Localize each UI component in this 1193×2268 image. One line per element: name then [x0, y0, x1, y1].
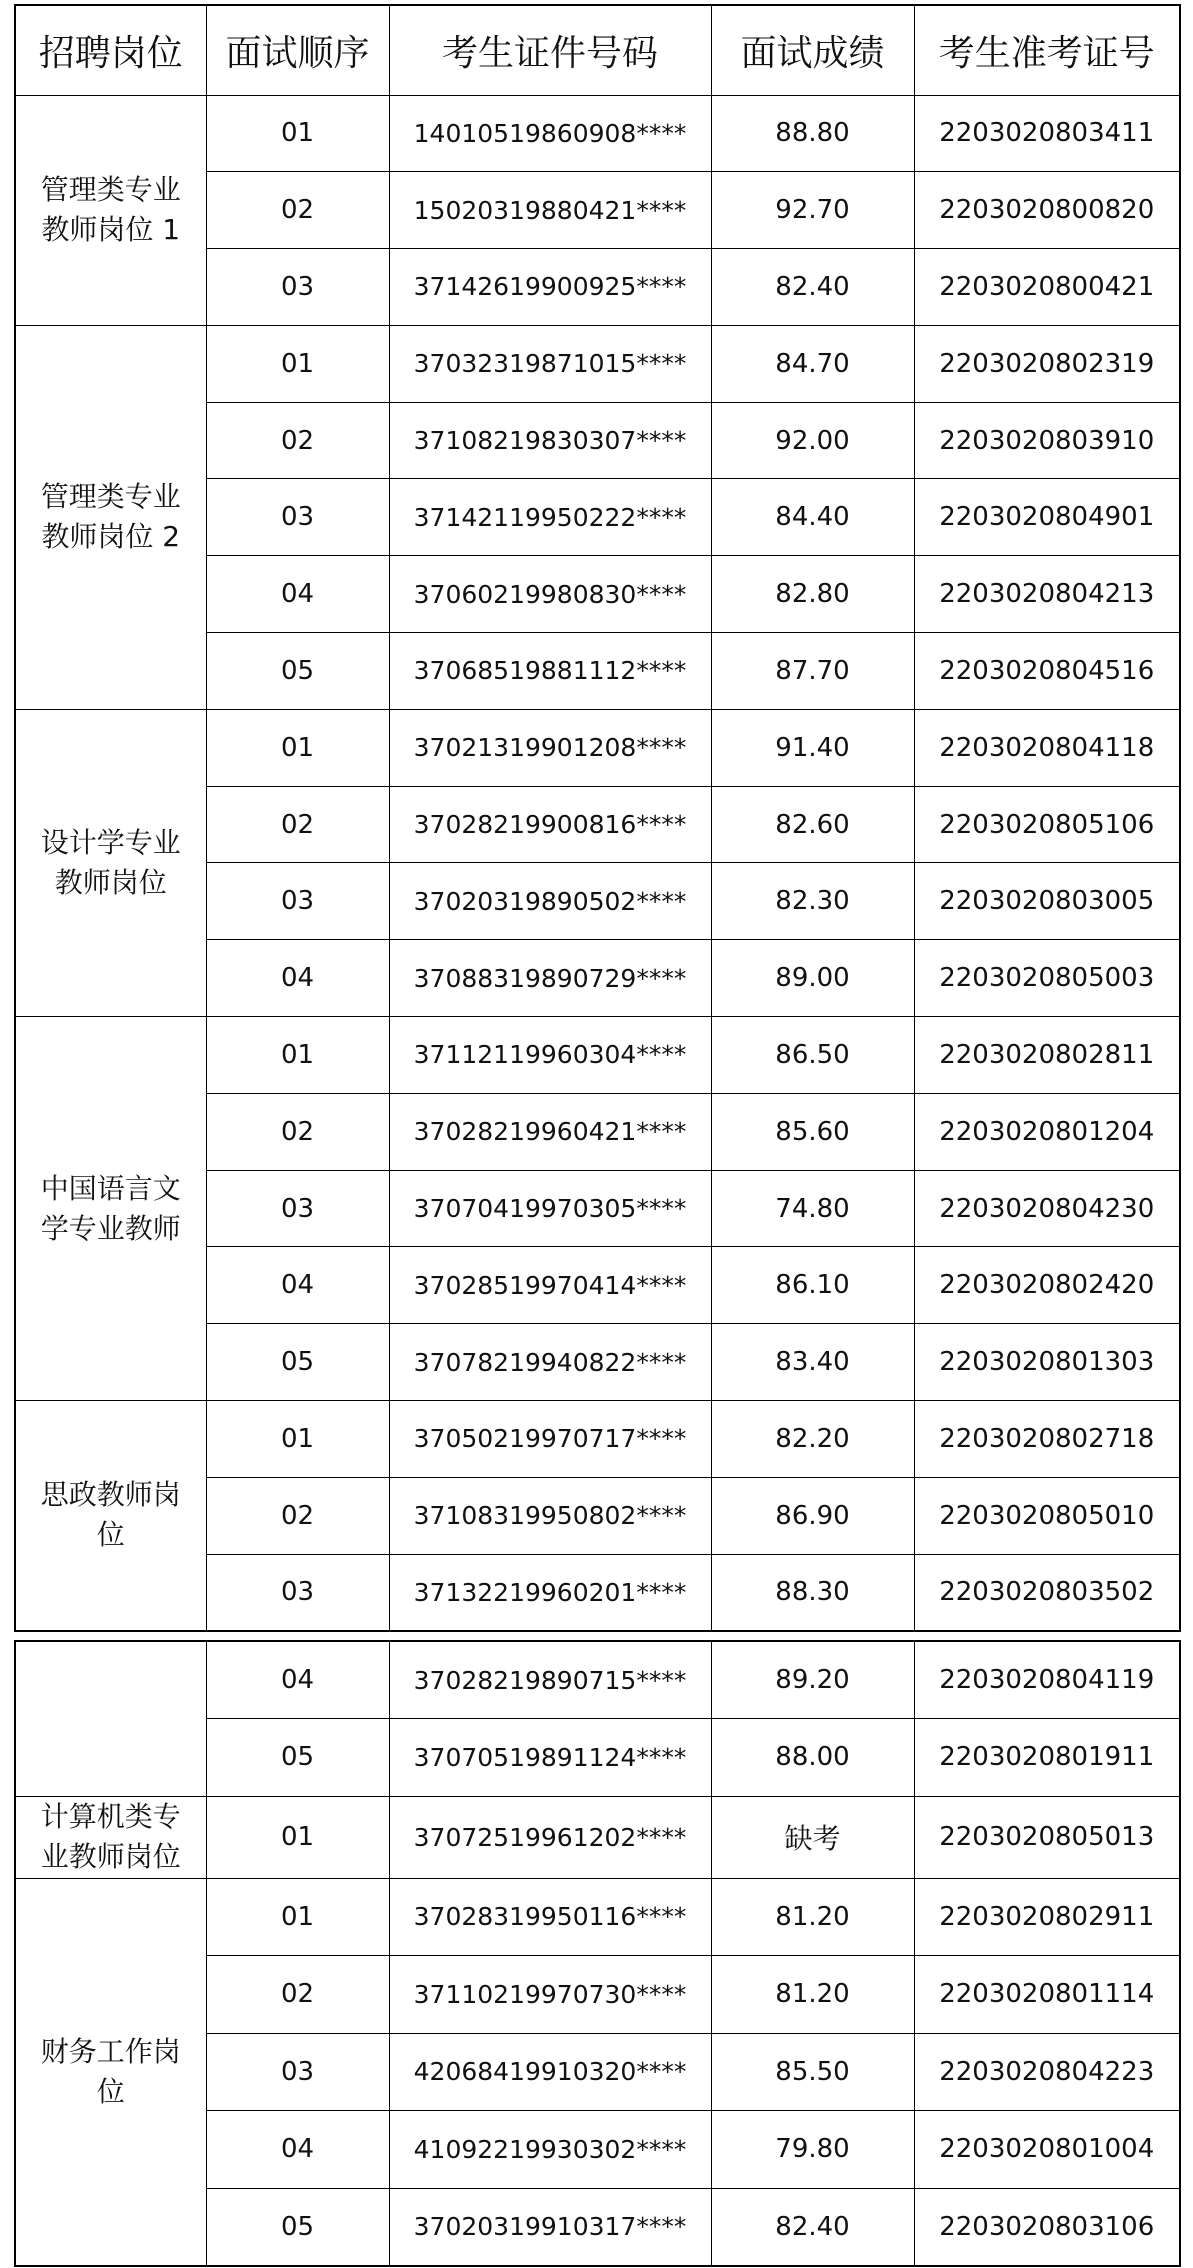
id-number-cell: 37020319890502****: [389, 863, 711, 940]
ticket-number-cell: 2203020800820: [914, 172, 1180, 249]
ticket-number-cell: 2203020803502: [914, 1554, 1180, 1631]
id-number-cell: 37070419970305****: [389, 1170, 711, 1247]
score-cell: 84.40: [711, 479, 914, 556]
header-ticket-number: 考生准考证号: [914, 5, 1180, 95]
order-cell: 04: [206, 940, 389, 1017]
score-cell: 86.90: [711, 1477, 914, 1554]
score-cell: 88.00: [711, 1719, 914, 1797]
id-number-cell: 37132219960201****: [389, 1554, 711, 1631]
position-label-line: 管理类专业: [40, 480, 181, 514]
id-number-cell: 37060219980830****: [389, 556, 711, 633]
position-cell: [15, 1017, 206, 1401]
order-cell: 01: [206, 1017, 389, 1094]
position-label-line: 财务工作岗: [40, 2034, 181, 2068]
score-cell: 92.00: [711, 402, 914, 479]
order-cell: 03: [206, 1554, 389, 1631]
id-number-cell: 37070519891124****: [389, 1719, 711, 1797]
score-cell: 91.40: [711, 709, 914, 786]
position-label-line: 位: [96, 2074, 125, 2108]
id-number-cell: 37108319950802****: [389, 1477, 711, 1554]
id-number-cell: 37032319871015****: [389, 325, 711, 402]
table-row: [15, 1641, 1180, 1719]
score-cell: 81.20: [711, 1956, 914, 2034]
order-cell: 02: [206, 786, 389, 863]
ticket-number-cell: 2203020804119: [914, 1641, 1180, 1719]
id-number-cell: 37078219940822****: [389, 1324, 711, 1401]
order-cell: 04: [206, 2111, 389, 2189]
id-number-cell: 37028219900816****: [389, 786, 711, 863]
ticket-number-cell: 2203020802911: [914, 1878, 1180, 1956]
ticket-number-cell: 2203020802811: [914, 1017, 1180, 1094]
table-row: [15, 1878, 1180, 1956]
ticket-number-cell: 2203020801911: [914, 1719, 1180, 1797]
score-cell: 81.20: [711, 1878, 914, 1956]
ticket-number-cell: 2203020805003: [914, 940, 1180, 1017]
score-cell: 85.50: [711, 2033, 914, 2111]
table-row: [15, 1017, 1180, 1094]
header-order: 面试顺序: [206, 5, 389, 95]
ticket-number-cell: 2203020802319: [914, 325, 1180, 402]
id-number-cell: 37021319901208****: [389, 709, 711, 786]
position-label-line: 计算机类专: [40, 1800, 181, 1833]
id-number-cell: 37088319890729****: [389, 940, 711, 1017]
score-cell: 86.10: [711, 1247, 914, 1324]
score-cell: 82.20: [711, 1401, 914, 1478]
ticket-number-cell: 2203020805010: [914, 1477, 1180, 1554]
order-cell: 03: [206, 2033, 389, 2111]
order-cell: 01: [206, 325, 389, 402]
order-cell: 03: [206, 863, 389, 940]
header-score: 面试成绩: [711, 5, 914, 95]
id-number-cell: 41092219930302****: [389, 2111, 711, 2189]
ticket-number-cell: 2203020803910: [914, 402, 1180, 479]
ticket-number-cell: 2203020804213: [914, 556, 1180, 633]
table-row: [15, 325, 1180, 402]
id-number-cell: 37142119950222****: [389, 479, 711, 556]
score-cell: 82.40: [711, 2188, 914, 2266]
position-cell: [15, 1401, 206, 1631]
order-cell: 02: [206, 172, 389, 249]
position-label-line: 业教师岗位: [40, 1840, 181, 1873]
order-cell: 05: [206, 1719, 389, 1797]
position-label-line: 学专业教师: [40, 1211, 181, 1245]
ticket-number-cell: 2203020803005: [914, 863, 1180, 940]
score-cell: 83.40: [711, 1324, 914, 1401]
score-cell: 92.70: [711, 172, 914, 249]
id-number-cell: 37108219830307****: [389, 402, 711, 479]
ticket-number-cell: 2203020804516: [914, 633, 1180, 710]
id-number-cell: 15020319880421****: [389, 172, 711, 249]
order-cell: 03: [206, 249, 389, 326]
order-cell: 01: [206, 1796, 389, 1878]
table-row: [15, 1796, 1180, 1878]
position-label-line: 位: [96, 1518, 125, 1552]
score-table: [14, 4, 1181, 1632]
score-cell: 84.70: [711, 325, 914, 402]
position-cell: [15, 95, 206, 325]
score-cell: 82.80: [711, 556, 914, 633]
position-cell-continued: [15, 1641, 206, 1796]
order-cell: 01: [206, 1401, 389, 1478]
position-cell: [15, 1878, 206, 2266]
position-label-line: 中国语言文: [40, 1171, 181, 1205]
ticket-number-cell: 2203020802420: [914, 1247, 1180, 1324]
score-table-continued: [14, 1640, 1181, 2267]
order-cell: 02: [206, 1477, 389, 1554]
score-cell: 74.80: [711, 1170, 914, 1247]
header-row: [15, 5, 1180, 95]
score-cell: 87.70: [711, 633, 914, 710]
ticket-number-cell: 2203020801303: [914, 1324, 1180, 1401]
order-cell: 05: [206, 2188, 389, 2266]
header-id-number: 考生证件号码: [389, 5, 711, 95]
score-cell: 82.30: [711, 863, 914, 940]
id-number-cell: 37028219890715****: [389, 1641, 711, 1719]
position-label-line: 教师岗位 2: [41, 520, 181, 554]
score-cell: 82.60: [711, 786, 914, 863]
score-cell: 82.40: [711, 249, 914, 326]
id-number-cell: 37028319950116****: [389, 1878, 711, 1956]
score-cell: 89.20: [711, 1641, 914, 1719]
position-label-line: 教师岗位: [54, 865, 167, 899]
id-number-cell: 37028219960421****: [389, 1093, 711, 1170]
order-cell: 02: [206, 402, 389, 479]
table-row: [15, 1401, 1180, 1478]
table-row: [15, 95, 1180, 172]
ticket-number-cell: 2203020801004: [914, 2111, 1180, 2189]
order-cell: 02: [206, 1093, 389, 1170]
position-label-line: 管理类专业: [40, 173, 181, 207]
score-cell: 88.80: [711, 95, 914, 172]
ticket-number-cell: 2203020801114: [914, 1956, 1180, 2034]
score-cell: 79.80: [711, 2111, 914, 2189]
score-cell: 85.60: [711, 1093, 914, 1170]
id-number-cell: 37072519961202****: [389, 1796, 711, 1878]
order-cell: 02: [206, 1956, 389, 2034]
table-row: [15, 709, 1180, 786]
order-cell: 03: [206, 1170, 389, 1247]
order-cell: 04: [206, 1641, 389, 1719]
position-cell: [15, 1796, 206, 1878]
header-position: 招聘岗位: [15, 5, 206, 95]
ticket-number-cell: 2203020805013: [914, 1796, 1180, 1878]
id-number-cell: 37142619900925****: [389, 249, 711, 326]
ticket-number-cell: 2203020804230: [914, 1170, 1180, 1247]
order-cell: 05: [206, 1324, 389, 1401]
ticket-number-cell: 2203020803106: [914, 2188, 1180, 2266]
order-cell: 04: [206, 1247, 389, 1324]
order-cell: 01: [206, 709, 389, 786]
id-number-cell: 37020319910317****: [389, 2188, 711, 2266]
position-cell: [15, 325, 206, 709]
order-cell: 01: [206, 95, 389, 172]
order-cell: 01: [206, 1878, 389, 1956]
id-number-cell: 37028519970414****: [389, 1247, 711, 1324]
id-number-cell: 37112119960304****: [389, 1017, 711, 1094]
ticket-number-cell: 2203020800421: [914, 249, 1180, 326]
position-cell: [15, 709, 206, 1016]
order-cell: 03: [206, 479, 389, 556]
order-cell: 05: [206, 633, 389, 710]
position-label-line: 设计学专业: [40, 825, 181, 859]
id-number-cell: 37068519881112****: [389, 633, 711, 710]
score-cell: 86.50: [711, 1017, 914, 1094]
id-number-cell: 37110219970730****: [389, 1956, 711, 2034]
position-label-line: 思政教师岗: [40, 1478, 181, 1512]
score-cell: 88.30: [711, 1554, 914, 1631]
ticket-number-cell: 2203020804901: [914, 479, 1180, 556]
score-cell: 缺考: [711, 1796, 914, 1878]
ticket-number-cell: 2203020804118: [914, 709, 1180, 786]
ticket-number-cell: 2203020803411: [914, 95, 1180, 172]
ticket-number-cell: 2203020801204: [914, 1093, 1180, 1170]
id-number-cell: 42068419910320****: [389, 2033, 711, 2111]
ticket-number-cell: 2203020804223: [914, 2033, 1180, 2111]
position-label-line: 教师岗位 1: [41, 213, 181, 247]
id-number-cell: 14010519860908****: [389, 95, 711, 172]
ticket-number-cell: 2203020805106: [914, 786, 1180, 863]
ticket-number-cell: 2203020802718: [914, 1401, 1180, 1478]
order-cell: 04: [206, 556, 389, 633]
score-cell: 89.00: [711, 940, 914, 1017]
id-number-cell: 37050219970717****: [389, 1401, 711, 1478]
